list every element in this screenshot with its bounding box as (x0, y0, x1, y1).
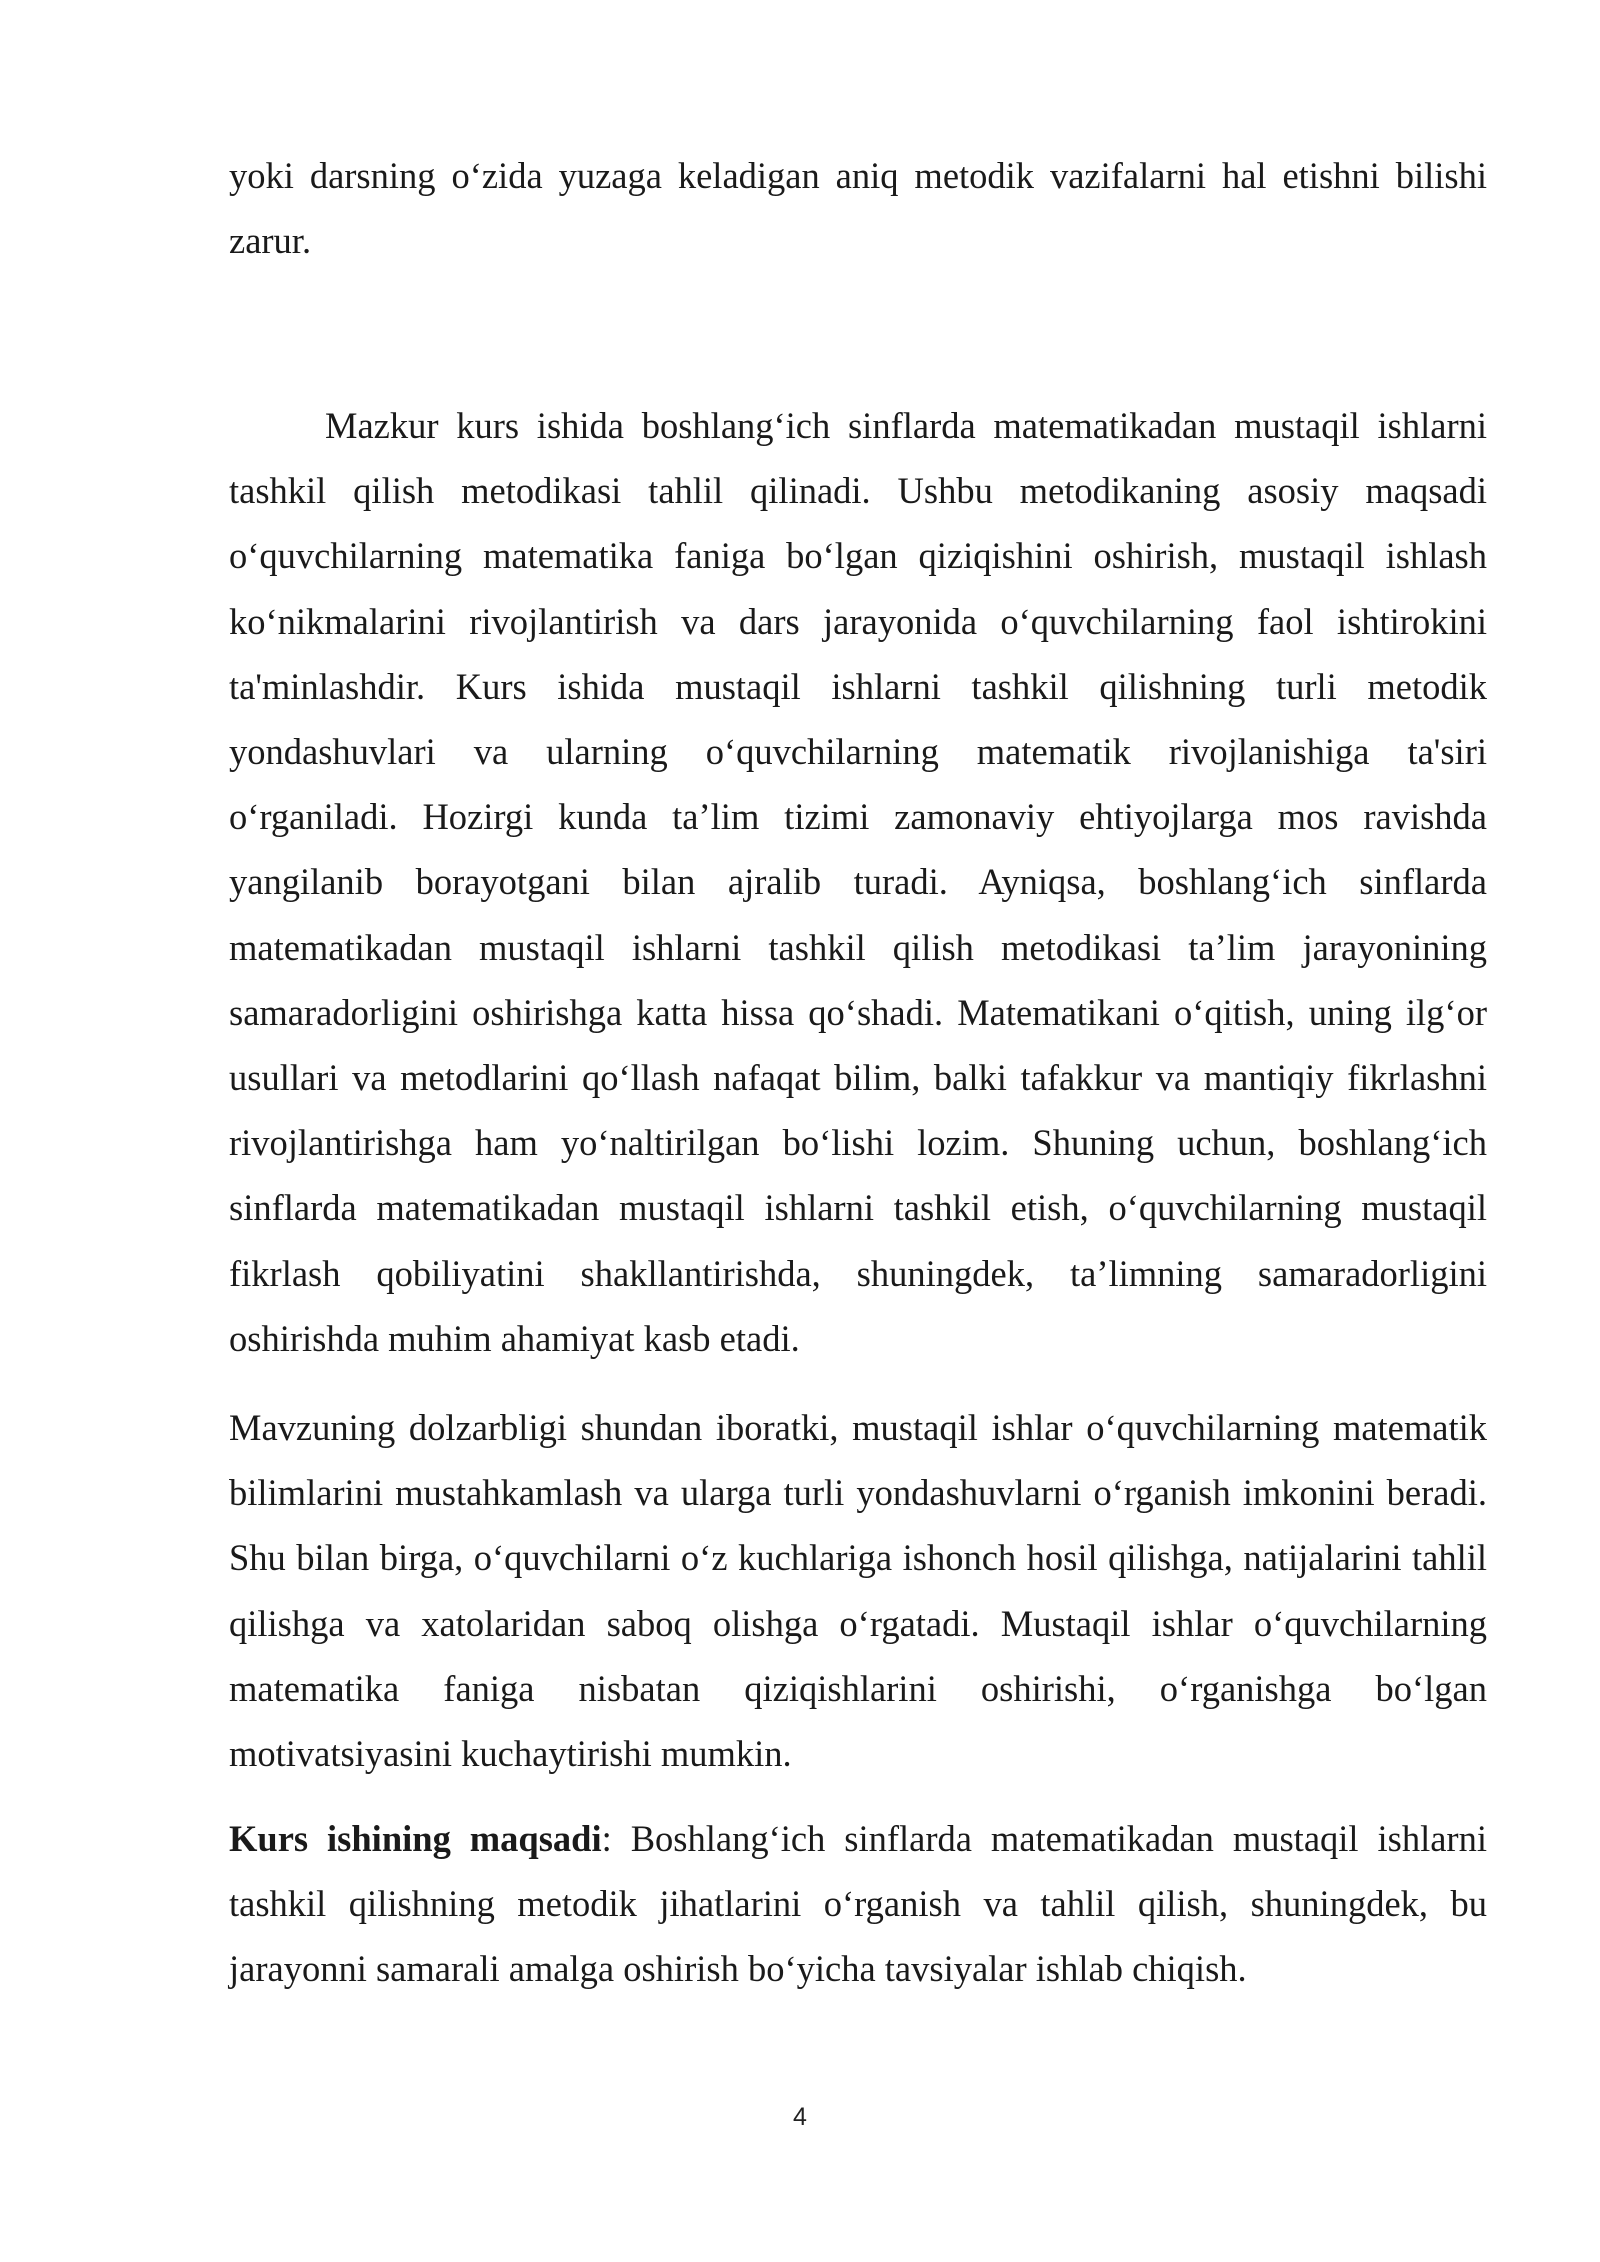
continuation-paragraph: yoki darsning o‘zida yuzaga keladigan aniq metodik vazifalarni hal etishni bilishi zarur. (229, 155, 1487, 262)
course-goal-text: Boshlang‘ich sinflarda matematikadan mustaqil ishlarni tashkil qilishning metodik jihatlarini o‘rganish va tahlil qilish, shuningdek, bu jarayonni samarali amalga oshirish bo‘yicha tavsiyalar ishlab chiqish. (229, 1818, 1487, 1990)
page-number: 4 (793, 2103, 807, 2131)
course-goal-separator: : (601, 1818, 612, 1859)
paragraph-course-overview: Mazkur kurs ishida boshlang‘ich sinflarda matematikadan mustaqil ishlarni tashkil qilish metodikasi tahlil qilinadi. Ushbu metodikaning asosiy maqsadi o‘quvchilarning matematika faniga bo‘lgan qiziqishini oshirish, mustaqil ishlash ko‘nikmalarini rivojlantirish va dars jarayonida o‘quvchilarning faol ishtirokini ta'minlashdir. Kurs ishida mustaqil ishlarni tashkil qilishning turli metodik yondashuvlari va ularning o‘quvchilarning matematik rivojlanishiga ta'siri o‘rganiladi. Hozirgi kunda ta’lim tizimi zamonaviy ehtiyojlarga mos ravishda yangilanib borayotgani bilan ajralib turadi. Ayniqsa, boshlang‘ich sinflarda matematikadan mustaqil ishlarni tashkil qilish metodikasi ta’lim jarayonining samaradorligini oshirishga katta hissa qo‘shadi. Matematikani o‘qitish, uning ilg‘or usullari va metodlarini qo‘llash nafaqat bilim, balki tafakkur va mantiqiy fikrlashni rivojlantirishga ham yo‘naltirilgan bo‘lishi lozim. Shuning uchun, boshlang‘ich sinflarda matematikadan mustaqil ishlarni tashkil etish, o‘quvchilarning mustaqil fikrlash qobiliyatini shakllantirishda, shuningdek, ta’limning samaradorligini oshirishda muhim ahamiyat kasb etadi. (229, 405, 1487, 1359)
course-goal-label: Kurs ishining maqsadi (229, 1818, 602, 1859)
paragraph-course-goal (229, 1806, 1487, 2002)
paragraph-topic-relevance: Mavzuning dolzarbligi shundan iboratki, mustaqil ishlar o‘quvchilarning matematik bilimlarini mustahkamlash va ularga turli yondashuvlarni o‘rganish imkonini beradi. Shu bilan birga, o‘quvchilarni o‘z kuchlariga ishonch hosil qilishga, natijalarini tahlil qilishga va xatolaridan saboq olishga o‘rgatadi. Mustaqil ishlar o‘quvchilarning matematika faniga nisbatan qiziqishlarini oshirishi, o‘rganishga bo‘lgan motivatsiyasini kuchaytirishi mumkin. (229, 1407, 1487, 1775)
